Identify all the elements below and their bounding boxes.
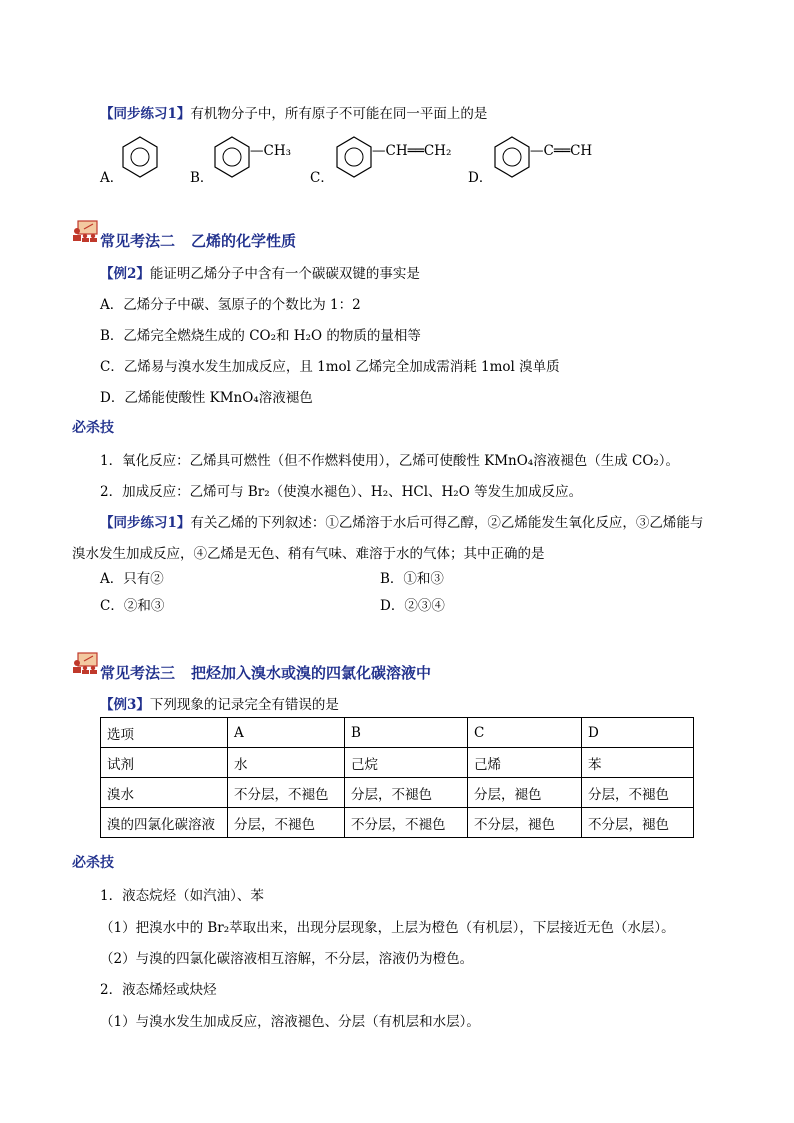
section3-line-1: 1．液态烷烃（如汽油）、苯 — [100, 888, 264, 904]
table-row — [101, 748, 694, 778]
q1-option-b-label[interactable]: B． — [190, 170, 214, 186]
section2-subtitle: 乙烯的化学性质 — [191, 232, 297, 250]
benzene-ring-icon — [492, 134, 532, 180]
example2-choice-a[interactable]: A．乙烯分子中碳、氢原子的个数比为 1：2 — [100, 297, 361, 313]
table-cell: 不分层，不褪色 — [228, 778, 345, 808]
section3-line-4: 2．液态烯烃或炔烃 — [100, 982, 217, 998]
table-cell: 水 — [228, 748, 345, 778]
example2-choice-b[interactable]: B．乙烯完全燃烧生成的 CO₂和 H₂O 的物质的量相等 — [100, 328, 421, 344]
example3-tag: 【例3】 — [100, 697, 150, 713]
table-cell: 苯 — [582, 748, 694, 778]
section3-title: 常见考法三 — [100, 664, 176, 682]
example2-choice-c[interactable]: C．乙烯易与溴水发生加成反应，且 1mol 乙烯完全加成需消耗 1mol 溴单质 — [100, 359, 560, 375]
table-cell: C — [468, 718, 582, 748]
table-cell: 不分层，褪色 — [468, 808, 582, 838]
section3-line-2: （1）把溴水中的 Br₂萃取出来，出现分层现象，上层为橙色（有机层），下层接近无色（水层）。 — [100, 920, 675, 936]
section3-heading — [100, 662, 431, 683]
q1-option-d-substituent: —C══CH — [530, 143, 593, 159]
table-cell: 试剂 — [101, 748, 228, 778]
table-cell: 己烯 — [468, 748, 582, 778]
teacher-board-icon — [72, 220, 98, 242]
example2-tag: 【例2】 — [100, 266, 150, 282]
table-cell: D — [582, 718, 694, 748]
section3-line-3: （2）与溴的四氯化碳溶液相互溶解，不分层，溶液仍为橙色。 — [100, 951, 474, 967]
section2-practice-tag: 【同步练习1】 — [100, 515, 191, 531]
table-row — [101, 718, 694, 748]
benzene-ring-icon — [334, 134, 374, 180]
table-cell: B — [345, 718, 468, 748]
section2-skill-title: 必杀技 — [72, 420, 114, 436]
section2-title: 常见考法二 — [100, 232, 176, 250]
q1-tag: 【同步练习1】 — [100, 106, 191, 122]
q1-option-c-label[interactable]: C． — [310, 170, 334, 186]
practice-choice-c[interactable]: C．②和③ — [100, 598, 165, 614]
practice-choice-b[interactable]: B．①和③ — [380, 571, 444, 587]
table-cell: 分层，不褪色 — [582, 778, 694, 808]
table-cell: A — [228, 718, 345, 748]
observation-table — [100, 717, 694, 838]
section3-skill-title: 必杀技 — [72, 855, 114, 871]
practice-choice-a[interactable]: A．只有② — [100, 571, 164, 587]
table-cell: 溴的四氯化碳溶液 — [101, 808, 228, 838]
section2-skill-2: 2．加成反应：乙烯可与 Br₂（使溴水褪色）、H₂、HCl、H₂O 等发生加成反应。 — [100, 484, 583, 500]
example2-choice-d[interactable]: D．乙烯能使酸性 KMnO₄溶液褪色 — [100, 390, 313, 406]
table-row — [101, 808, 694, 838]
table-cell: 分层，不褪色 — [345, 778, 468, 808]
table-cell: 溴水 — [101, 778, 228, 808]
section2-practice-line2: 溴水发生加成反应，④乙烯是无色、稍有气味、难溶于水的气体；其中正确的是 — [72, 546, 545, 562]
table-cell: 不分层，不褪色 — [345, 808, 468, 838]
section2-skill-1: 1．氧化反应：乙烯具可燃性（但不作燃料使用），乙烯可使酸性 KMnO₄溶液褪色（生成 CO₂）。 — [100, 453, 680, 469]
section3-line-5: （1）与溴水发生加成反应，溶液褪色、分层（有机层和水层）。 — [100, 1014, 480, 1030]
table-cell: 分层，褪色 — [468, 778, 582, 808]
practice-choice-d[interactable]: D．②③④ — [380, 598, 445, 614]
teacher-board-icon — [72, 652, 98, 674]
example3-line — [100, 693, 339, 713]
example2-line — [100, 262, 420, 282]
q1-option-a-label[interactable]: A． — [100, 170, 124, 186]
section2-heading — [100, 230, 296, 251]
benzene-ring-icon — [120, 134, 160, 180]
table-cell: 分层，不褪色 — [228, 808, 345, 838]
section2-practice-line1 — [100, 511, 703, 531]
table-row — [101, 778, 694, 808]
benzene-ring-icon — [212, 134, 252, 180]
q1-line — [100, 102, 487, 122]
section3-subtitle: 把烃加入溴水或溴的四氯化碳溶液中 — [191, 664, 432, 682]
section2-practice-text1: 有关乙烯的下列叙述：①乙烯溶于水后可得乙醇，②乙烯能发生氧化反应，③乙烯能与 — [190, 515, 704, 531]
q1-option-b-substituent: —CH₃ — [250, 143, 292, 159]
q1-option-d-label[interactable]: D． — [468, 170, 493, 186]
q1-option-c-substituent: —CH══CH₂ — [372, 143, 452, 159]
table-cell: 己烷 — [345, 748, 468, 778]
q1-text: 有机物分子中，所有原子不可能在同一平面上的是 — [190, 106, 488, 122]
example2-text: 能证明乙烯分子中含有一个碳碳双键的事实是 — [149, 266, 420, 282]
table-cell: 不分层，褪色 — [582, 808, 694, 838]
example3-text: 下列现象的记录完全有错误的是 — [149, 697, 339, 713]
table-cell: 选项 — [101, 718, 228, 748]
